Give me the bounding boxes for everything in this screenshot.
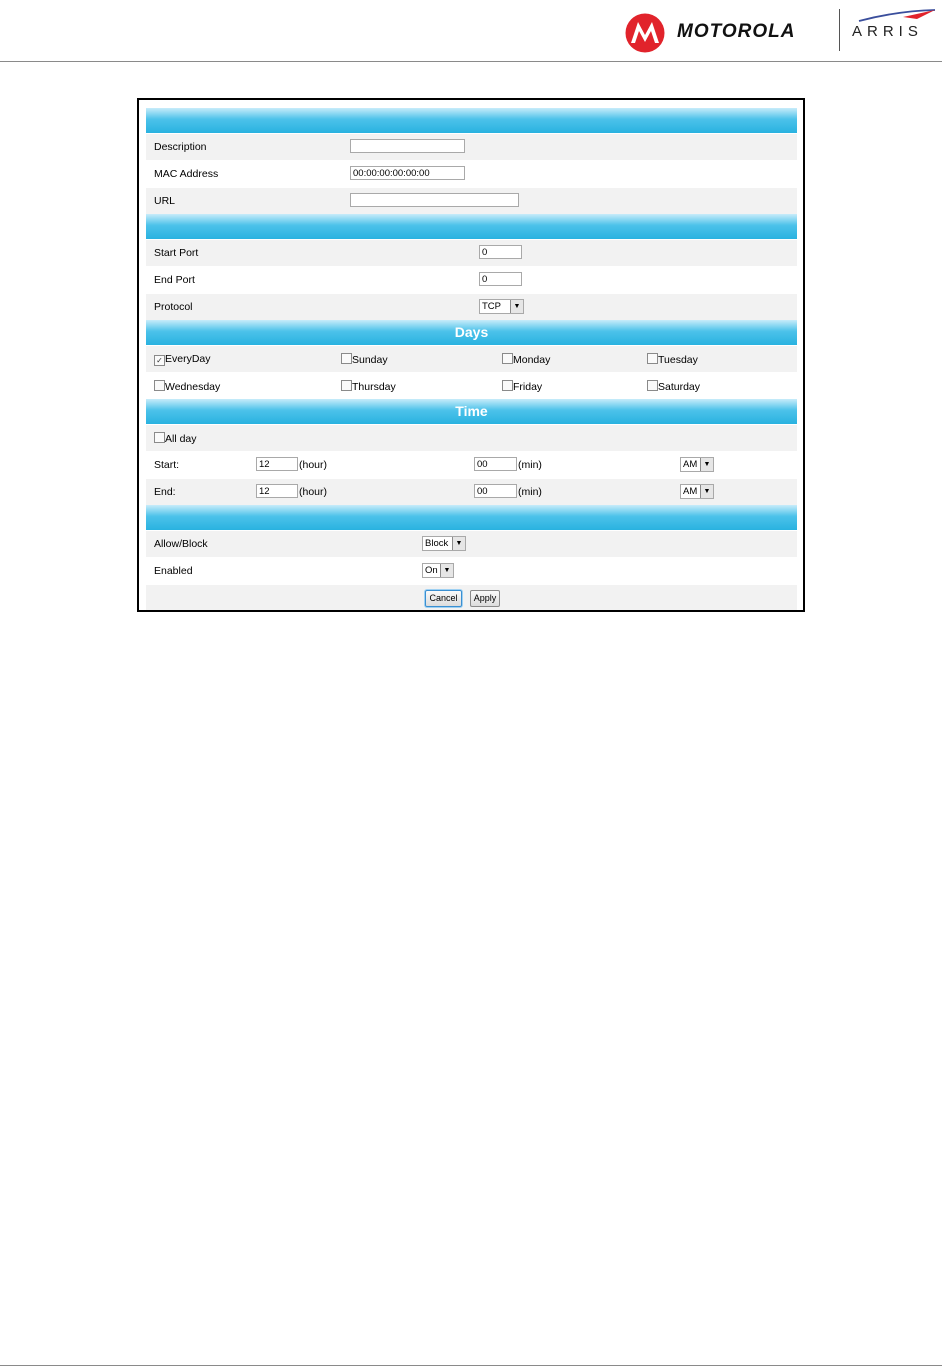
monday-checkbox[interactable] [502,353,550,366]
start-time-label: Start: [154,459,180,471]
enabled-row [146,557,797,584]
everyday-label: EveryDay [165,353,211,365]
checkbox-icon [154,432,165,443]
allow-block-select[interactable] [422,536,466,551]
cancel-button[interactable]: Cancel [425,590,462,607]
url-row [146,187,797,214]
rule-form [146,108,797,611]
start-port-label: Start Port [154,247,199,259]
protocol-select[interactable] [479,299,524,314]
url-input[interactable] [350,193,519,207]
arris-wordmark: ARRIS [852,23,923,40]
friday-checkbox[interactable] [502,380,542,393]
header-rule [0,61,942,62]
end-hour-unit: (hour) [299,486,328,498]
thursday-label: Thursday [352,381,396,393]
tuesday-label: Tuesday [658,354,698,366]
checkbox-icon [341,353,352,364]
chevron-down-icon: ▼ [510,300,523,313]
allow-block-label: Allow/Block [154,538,208,550]
tuesday-checkbox[interactable] [647,353,698,366]
end-port-label: End Port [154,274,195,286]
wednesday-label: Wednesday [165,381,221,393]
motorola-wordmark: MOTOROLA [677,21,796,42]
checkbox-icon [154,380,165,391]
chevron-down-icon: ▼ [440,564,453,577]
start-port-row [146,239,797,266]
checkbox-icon [647,353,658,364]
end-time-row [146,478,797,505]
time-header: Time [146,399,797,424]
all-day-checkbox[interactable] [154,432,197,445]
end-hour-input[interactable]: 12 [256,484,298,498]
all-day-row [146,424,797,451]
friday-label: Friday [513,381,543,393]
url-label: URL [154,195,176,207]
mac-address-input[interactable]: 00:00:00:00:00:00 [350,166,465,180]
section-header-action [146,505,797,530]
section-header-device [146,108,797,133]
end-ampm-value: AM [683,486,698,497]
protocol-value: TCP [482,301,501,312]
end-time-label: End: [154,486,176,498]
wednesday-checkbox[interactable] [154,380,220,393]
checkbox-icon [341,380,352,391]
start-hour-unit: (hour) [299,459,328,471]
days-row-1 [146,345,797,372]
chevron-down-icon: ▼ [700,458,713,471]
checkbox-checked-icon: ✓ [154,355,165,366]
description-row [146,133,797,160]
end-port-input[interactable]: 0 [479,272,522,286]
thursday-checkbox[interactable] [341,380,396,393]
footer-rule [0,1365,942,1366]
start-ampm-select[interactable] [680,457,714,472]
start-time-row [146,451,797,478]
start-port-input[interactable]: 0 [479,245,522,259]
start-hour-input[interactable]: 12 [256,457,298,471]
start-min-unit: (min) [518,459,542,471]
saturday-label: Saturday [658,381,701,393]
mac-address-label: MAC Address [154,168,219,180]
start-ampm-value: AM [683,459,698,470]
chevron-down-icon: ▼ [700,485,713,498]
end-min-input[interactable]: 00 [474,484,517,498]
all-day-label: All day [165,433,197,445]
description-label: Description [154,141,207,153]
apply-button[interactable]: Apply [470,590,500,607]
motorola-batwing-icon [625,13,665,53]
sunday-checkbox[interactable] [341,353,388,366]
enabled-value: On [425,565,438,576]
enabled-label: Enabled [154,565,193,577]
rule-form-panel [137,98,805,612]
logo-divider [839,9,840,51]
allow-block-value: Block [425,538,449,549]
allow-block-row [146,530,797,557]
everyday-checkbox[interactable] [154,353,211,366]
enabled-select[interactable] [422,563,454,578]
end-port-row [146,266,797,293]
description-input[interactable] [350,139,465,153]
saturday-checkbox[interactable] [647,380,700,393]
end-ampm-select[interactable] [680,484,714,499]
protocol-row [146,293,797,320]
arris-swoosh-icon [857,9,937,23]
start-min-input[interactable]: 00 [474,457,517,471]
motorola-arris-logo [625,9,937,55]
chevron-down-icon: ▼ [452,537,465,550]
days-row-2 [146,372,797,399]
end-min-unit: (min) [518,486,542,498]
section-header-ports [146,214,797,239]
sunday-label: Sunday [352,354,388,366]
checkbox-icon [647,380,658,391]
monday-label: Monday [513,354,551,366]
checkbox-icon [502,380,513,391]
mac-address-row [146,160,797,187]
actions-row [146,584,797,611]
checkbox-icon [502,353,513,364]
protocol-label: Protocol [154,301,193,313]
days-header: Days [146,320,797,345]
